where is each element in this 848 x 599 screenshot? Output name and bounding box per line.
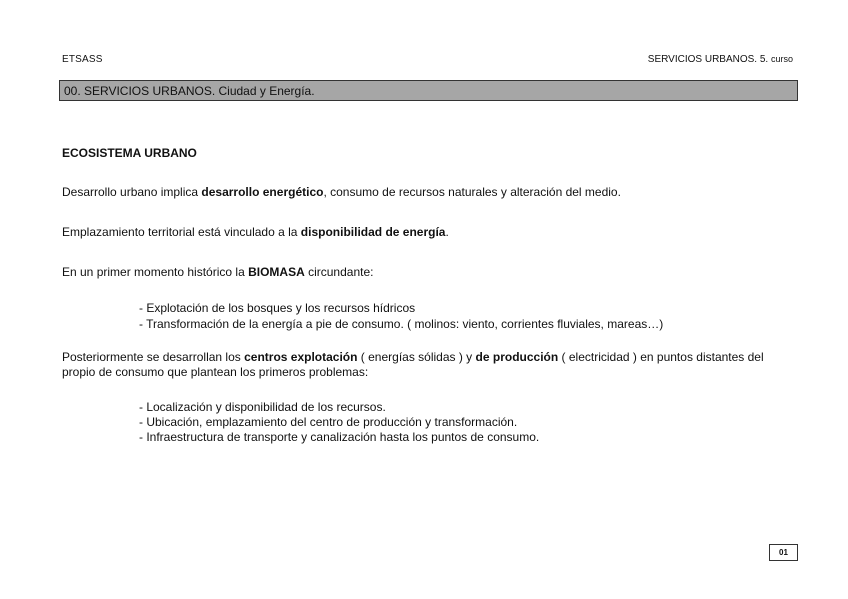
header-course <box>648 54 793 65</box>
paragraph-4-text: Posteriormente se desarrollan los <box>62 350 245 364</box>
biomass-list <box>139 300 782 332</box>
paragraph-3-bold: BIOMASA <box>248 265 305 279</box>
paragraph-2 <box>62 225 782 240</box>
paragraph-2-bold: disponibilidad de energía <box>300 225 446 239</box>
paragraph-1 <box>62 185 782 200</box>
section-heading: ECOSISTEMA URBANO <box>62 146 197 160</box>
paragraph-4-text-end: ( electricidad ) en puntos distantes del propio de consumo que plantean los primeros problemas: <box>62 350 764 379</box>
paragraph-3 <box>62 265 782 280</box>
paragraph-2-text-end: . <box>445 225 449 239</box>
list-item: - Explotación de los bosques y los recursos hídricos <box>139 301 416 315</box>
list-item: - Transformación de la energía a pie de consumo. ( molinos: viento, corrientes fluviales, mareas…) <box>139 317 664 331</box>
list-item: - Ubicación, emplazamiento del centro de producción y transformación. <box>139 415 518 429</box>
paragraph-1-text-end: , consumo de recursos naturales y alteración del medio. <box>323 185 621 199</box>
paragraph-2-text: Emplazamiento territorial está vinculado a la <box>62 225 301 239</box>
header-course-title: SERVICIOS URBANOS. 5. <box>647 54 769 65</box>
paragraph-3-text-end: circundante: <box>304 265 374 279</box>
section-title-bar <box>59 80 798 101</box>
list-item: - Localización y disponibilidad de los recursos. <box>139 400 386 414</box>
problems-list <box>139 400 782 445</box>
paragraph-3-text: En un primer momento histórico la <box>62 265 249 279</box>
document-body <box>62 146 782 445</box>
paragraph-4-bold-1: centros explotación <box>244 350 358 364</box>
header-institution: ETSASS <box>62 54 103 65</box>
paragraph-4-text-mid: ( energías sólidas ) y <box>357 350 476 364</box>
header-course-suffix: curso <box>770 54 793 64</box>
paragraph-1-text: Desarrollo urbano implica <box>62 185 202 199</box>
paragraph-4 <box>62 350 782 380</box>
page-number: 01 <box>769 544 798 561</box>
list-item: - Infraestructura de transporte y canalización hasta los puntos de consumo. <box>139 430 540 444</box>
paragraph-1-bold: desarrollo energético <box>201 185 324 199</box>
section-title: 00. SERVICIOS URBANOS. Ciudad y Energía. <box>64 84 315 98</box>
paragraph-4-bold-2: de producción <box>475 350 559 364</box>
